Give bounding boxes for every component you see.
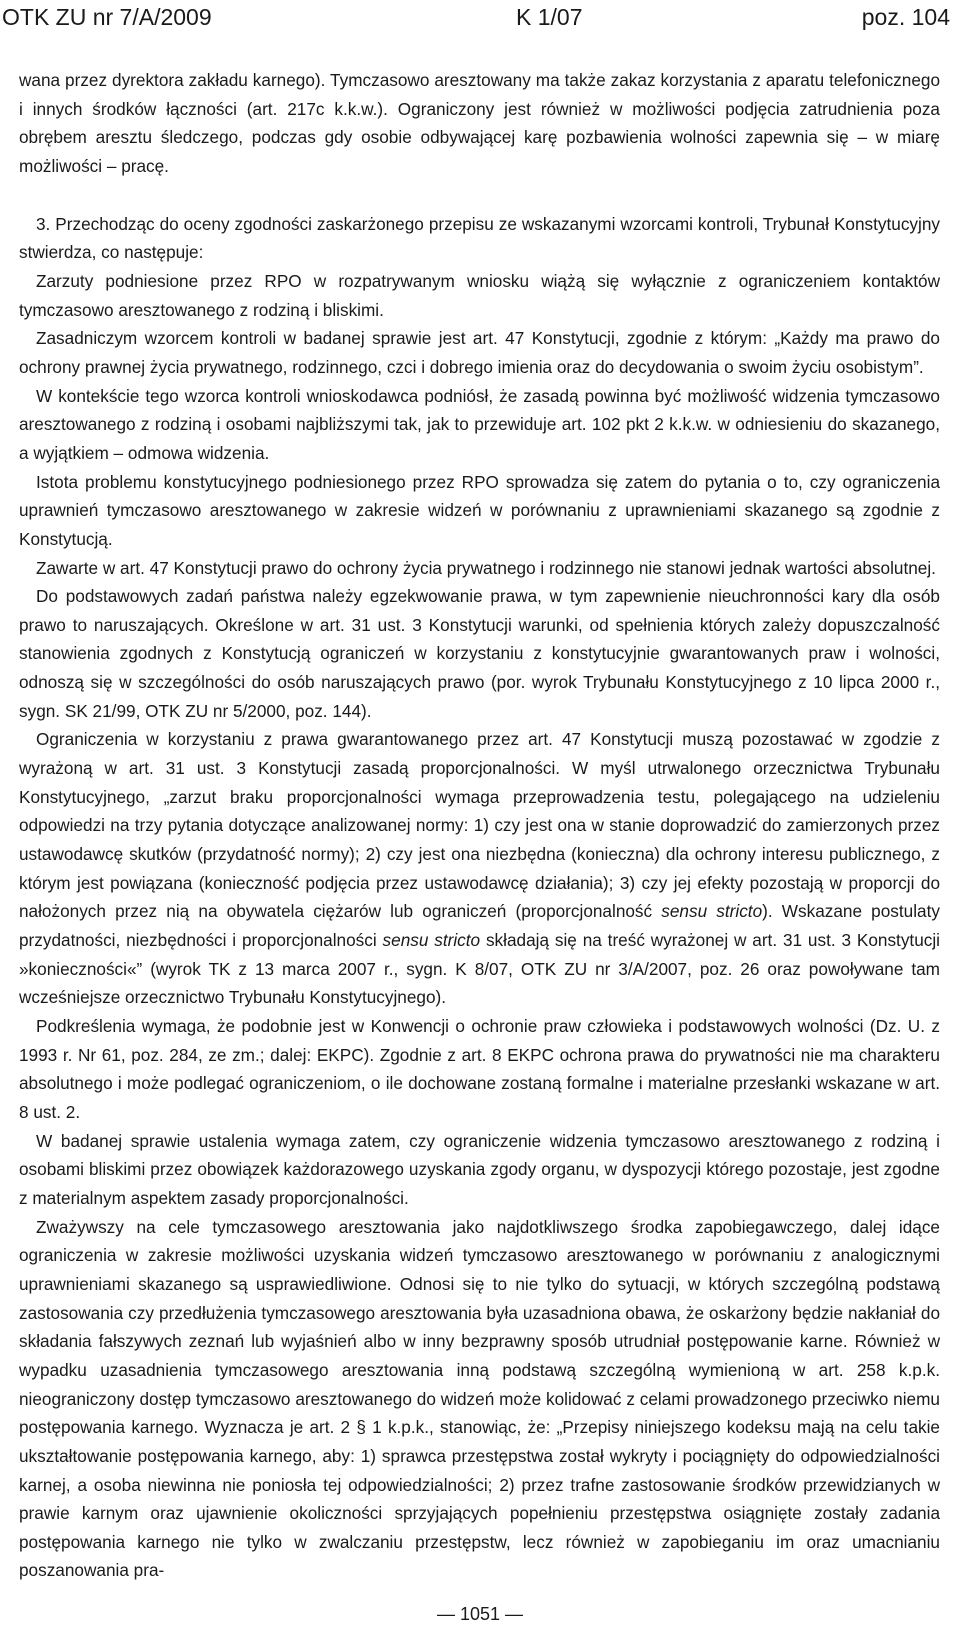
italic-term: sensu stricto <box>382 930 481 951</box>
paragraph-proportionality <box>19 725 940 1012</box>
journal-reference: OTK ZU nr 7/A/2009 <box>2 4 212 30</box>
text-run: składają się na treść wyrażonej w art. 31 ust. 3 Konstytucji »konieczności«” (wyrok TK z 13 marca 2007 r., sygn. K 8/07, OTK ZU nr 3/A/2007, poz. 26 oraz powoływane tam wcześniejsze orzecznictwo Trybunału Konstytucyjnego). <box>19 930 940 1008</box>
page-number: — 1051 — <box>436 1604 524 1624</box>
paragraph: W kontekście tego wzorca kontroli wnioskodawca podniósł, że zasadą powinna być możliwość widzenia tymczasowo aresztowanego z rodziną i osobami najbliższymi tak, jak to przewiduje art. 102 pkt 2 k.k.w. w odniesieniu do skazanego, a wyjątkiem – odmowa widzenia. <box>19 385 940 463</box>
position-number: poz. 104 <box>861 4 950 30</box>
paragraph: Do podstawowych zadań państwa należy egzekwowanie prawa, w tym zapewnienie nieuchronności kary dla osób prawo to naruszających. Określone w art. 31 ust. 3 Konstytucji warunki, od spełnienia których zależy dopuszczalność stanowienia zgodnych z Konstytucją ograniczeń w korzystaniu z konstytucyjnie gwarantowanych praw i wolności, odnoszą się w szczególności do osób naruszających prawo (por. wyrok Trybunału Konstytucyjnego z 10 lipca 2000 r., sygn. SK 21/99, OTK ZU nr 5/2000, poz. 144). <box>19 586 940 721</box>
page-header <box>2 2 950 36</box>
document-body <box>19 66 940 1585</box>
paragraph: Zarzuty podniesione przez RPO w rozpatrywanym wniosku wiążą się wyłącznie z ograniczeniem kontaktów tymczasowo aresztowanego z rodziną i bliskimi. <box>19 270 940 320</box>
case-signature: K 1/07 <box>516 4 583 30</box>
paragraph: Zasadniczym wzorcem kontroli w badanej sprawie jest art. 47 Konstytucji, zgodnie z którym: „Każdy ma prawo do ochrony prawnej życia prywatnego, rodzinnego, czci i dobrego imienia oraz do decydowania o swoim życiu osobistym”. <box>19 328 940 377</box>
paragraph: Zawarte w art. 47 Konstytucji prawo do ochrony życia prywatnego i rodzinnego nie stanowi jednak wartości absolutnej. <box>36 557 936 578</box>
paragraph: 3. Przechodząc do oceny zgodności zaskarżonego przepisu ze wskazanymi wzorcami kontroli, Trybunał Konstytucyjny stwierdza, co następuje: <box>19 213 940 263</box>
paragraph: W badanej sprawie ustalenia wymaga zatem, czy ograniczenie widzenia tymczasowo aresztowanego z rodziną i osobami bliskimi przez obowiązek każdorazowego uzyskania zgody organu, w dyspozycji którego pozostaje, jest zgodne z materialnym aspektem zasady proporcjonalności. <box>19 1130 940 1208</box>
page-footer <box>0 1602 960 1626</box>
paragraph: Istota problemu konstytucyjnego podniesionego przez RPO sprowadza się zatem do pytania o to, czy ograniczenia uprawnień tymczasowo aresztowanego w zakresie widzeń w porównaniu z uprawnieniami skazanego są zgodnie z Konstytucją. <box>19 471 940 549</box>
text-run: ). Wskazane postulaty przydatności, niezbędności i proporcjonalności <box>19 901 940 951</box>
paragraph: Zważywszy na cele tymczasowego aresztowania jako najdotkliwszego środka zapobiegawczego, dalej idące ograniczenia w zakresie możliwości uzyskania widzeń tymczasowo aresztowanego w porównaniu z analogicznymi uprawnieniami skazanego są usprawiedliwione. Odnosi się to nie tylko do sytuacji, w których szczególną podstawą zastosowania czy przedłużenia tymczasowego aresztowania była uzasadniona obawa, że oskarżony będzie nakłaniał do składania fałszywych zeznań lub wyjaśnień albo w inny bezprawny sposób utrudniał postępowanie karne. Również w wypadku uzasadnienia tymczasowego aresztowania inną podstawą szczególną wymienioną w art. 258 k.p.k. nieograniczony dostęp tymczasowo aresztowanego do widzeń może kolidować z celami prowadzonego przeciwko niemu postępowania karnego. Wyznacza je art. 2 § 1 k.p.k., stanowiąc, że: „Przepisy niniejszego kodeksu mają na celu takie ukształtowanie postępowania karnego, aby: 1) sprawca przestępstwa został wykryty i pociągnięty do odpowiedzialności karnej, a osoba niewinna nie poniosła tej odpowiedzialności; 2) przez trafne zastosowanie środków przewidzianych w prawie karnym oraz ujawnienie okoliczności sprzyjających popełnieniu przestępstwa osiągnięte zostały zadania postępowania karnego nie tylko w zwalczaniu przestępstw, lecz również w zapobieganiu im oraz umacnianiu poszanowania pra- <box>19 1216 940 1581</box>
italic-term: sensu stricto <box>661 901 763 922</box>
paragraph: Podkreślenia wymaga, że podobnie jest w Konwencji o ochronie praw człowieka i podstawowych wolności (Dz. U. z 1993 r. Nr 61, poz. 284, ze zm.; dalej: EKPC). Zgodnie z art. 8 EKPC ochrona prawa do prywatności nie ma charakteru absolutnego i może podlegać ograniczeniom, o ile dochowane zostaną formalne i materialne przesłanki wskazane w art. 8 ust. 2. <box>19 1016 940 1122</box>
text-run: Ograniczenia w korzystaniu z prawa gwarantowanego przez art. 47 Konstytucji muszą pozostawać w zgodzie z wyrażoną w art. 31 ust. 3 Konstytucji zasadą proporcjonalności. W myśl utrwalonego orzecznictwa Trybunału Konstytucyjnego, „zarzut braku proporcjonalności wymaga przeprowadzenia testu, polegającego na udzieleniu odpowiedzi na trzy pytania dotyczące analizowanej normy: 1) czy jest ona w stanie doprowadzić do zamierzonych przez ustawodawcę skutków (przydatność normy); 2) czy jest ona niezbędna (konieczna) dla ochrony interesu publicznego, z którym jest powiązana (konieczność podjęcia przez ustawodawcę działania); 3) czy jej efekty pozostają w proporcji do nałożonych przez nią na obywatela ciężarów lub ograniczeń (proporcjonalność <box>19 729 940 922</box>
paragraph-continuation: wana przez dyrektora zakładu karnego). Tymczasowo aresztowany ma także zakaz korzystania z aparatu telefonicznego i innych środków łączności (art. 217c k.k.w.). Ograniczony jest również w możliwości podjęcia zatrudnienia poza obrębem aresztu śledczego, podczas gdy osobie odbywającej karę pozbawienia wolności zapewnia się – w miarę możliwości – pracę. <box>19 70 940 176</box>
